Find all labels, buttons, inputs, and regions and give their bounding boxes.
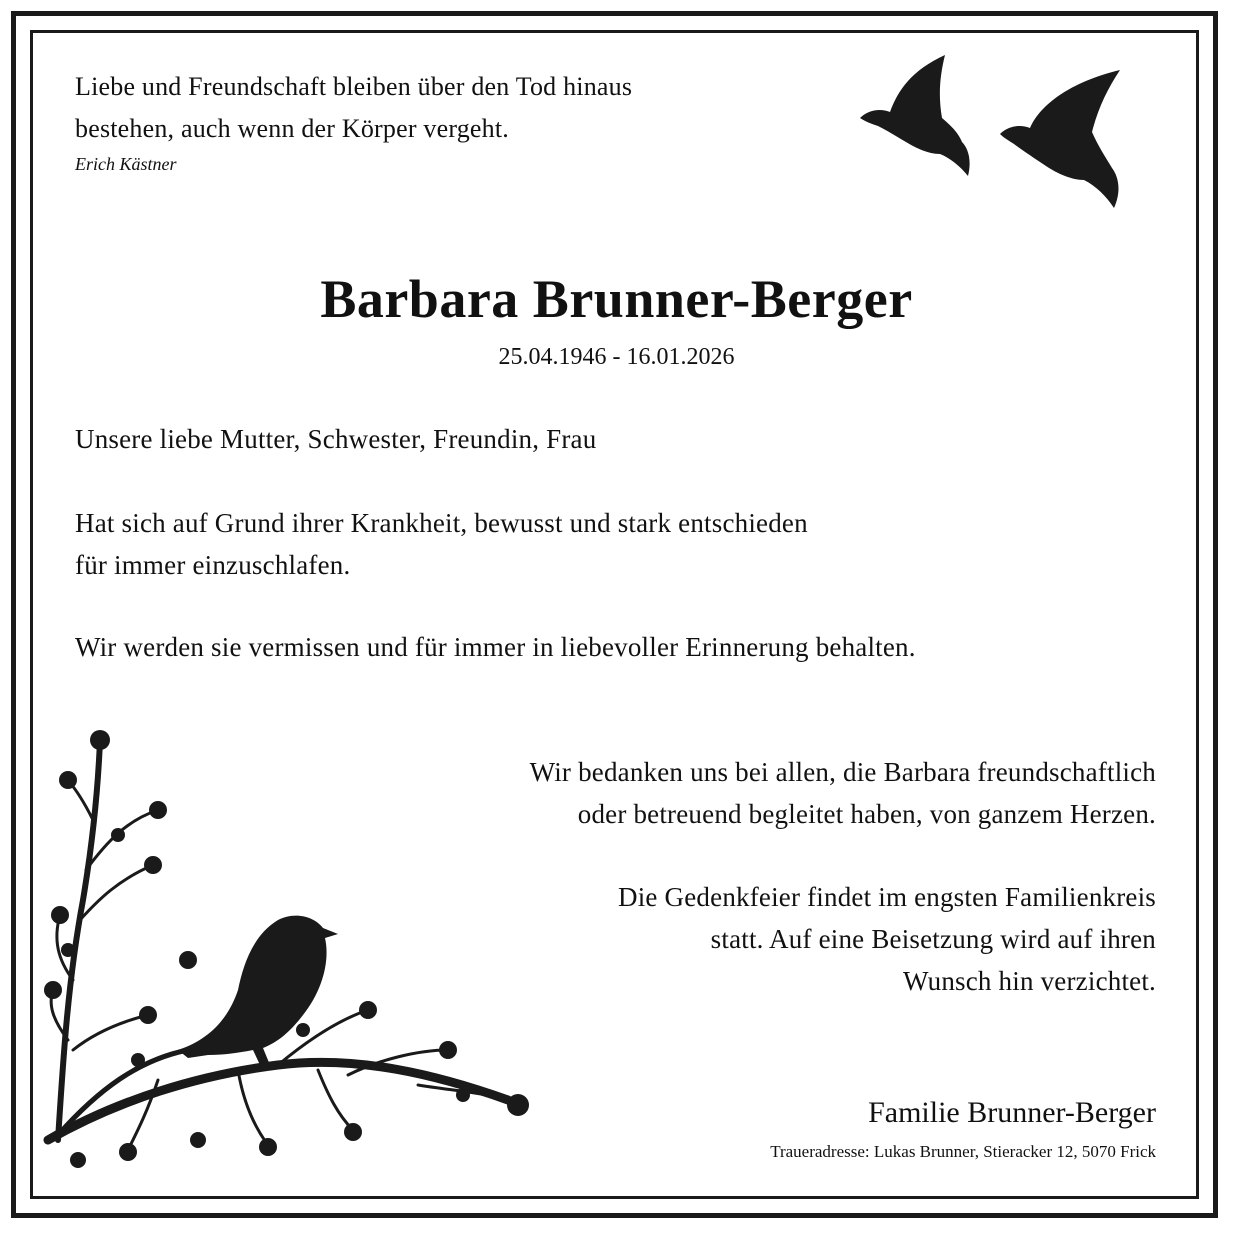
ceremony-line: statt. Auf eine Beisetzung wird auf ihren xyxy=(710,924,1156,954)
ceremony-line: Die Gedenkfeier findet im engsten Familienkreis xyxy=(618,882,1156,912)
decision-text xyxy=(75,502,808,586)
decision-line: Hat sich auf Grund ihrer Krankheit, bewusst und stark entschieden xyxy=(75,508,808,538)
flying-bird-left-icon xyxy=(860,55,970,176)
flying-birds-icon xyxy=(850,50,1140,220)
intro-line: Unsere liebe Mutter, Schwester, Freundin, Frau xyxy=(75,424,597,454)
ceremony-line: Wunsch hin verzichtet. xyxy=(903,966,1156,996)
thanks-text xyxy=(530,751,1156,835)
quote xyxy=(75,66,632,150)
thanks-line: oder betreuend begleitet haben, von ganzem Herzen. xyxy=(577,799,1156,829)
family-signature: Familie Brunner-Berger xyxy=(868,1096,1156,1129)
thanks-line: Wir bedanken uns bei allen, die Barbara freundschaftlich xyxy=(529,757,1156,787)
mourning-address: Traueradresse: Lukas Brunner, Stieracker 12, 5070 Frick xyxy=(770,1142,1156,1161)
quote-line: bestehen, auch wenn der Körper vergeht. xyxy=(75,114,509,143)
decision-line: für immer einzuschlafen. xyxy=(75,550,351,580)
memory-line: Wir werden sie vermissen und für immer in liebevoller Erinnerung behalten. xyxy=(75,632,916,662)
bird-on-branch-icon xyxy=(38,720,548,1190)
memory-text xyxy=(75,626,916,668)
life-dates: 25.04.1946 - 16.01.2026 xyxy=(498,344,735,370)
intro-text xyxy=(75,418,596,460)
flying-bird-right-icon xyxy=(1000,70,1120,208)
quote-line: Liebe und Freundschaft bleiben über den Tod hinaus xyxy=(75,72,633,101)
quote-author: Erich Kästner xyxy=(75,154,177,174)
ceremony-text xyxy=(618,876,1156,1002)
deceased-name: Barbara Brunner-Berger xyxy=(320,269,913,329)
